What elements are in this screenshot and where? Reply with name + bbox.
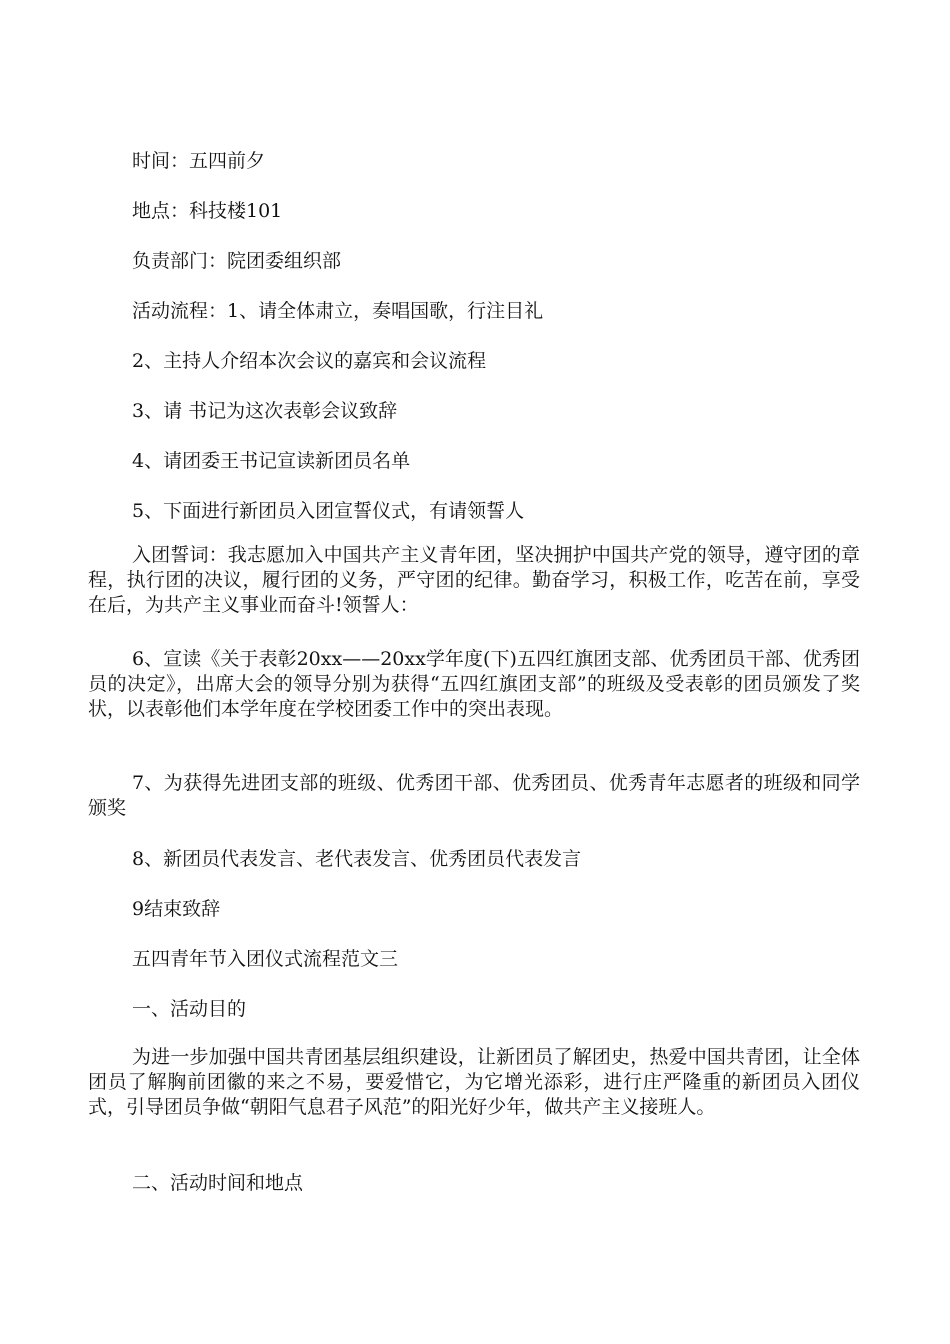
time-line: 时间：五四前夕 (132, 150, 266, 172)
item6-paragraph: 6、宣读《关于表彰20xx——20xx学年度(下)五四红旗团支部、优秀团员干部、优秀团员的决定》，出席大会的领导分别为获得“五四红旗团支部”的班级及受表彰的团员颁发了奖状，以表彰他们本学年度在学校团委工作中的突出表现。 (88, 648, 860, 720)
heading-purpose: 一、活动目的 (132, 998, 247, 1020)
process-line-1: 活动流程：1、请全体肃立，奏唱国歌，行注目礼 (132, 300, 544, 322)
item7-paragraph: 7、为获得先进团支部的班级、优秀团干部、优秀团员、优秀青年志愿者的班级和同学颁奖 (88, 772, 860, 819)
purpose-paragraph: 为进一步加强中国共青团基层组织建设，让新团员了解团史，热爱中国共青团，让全体团员了解胸前团徽的来之不易，要爱惜它，为它增光添彩，进行庄严隆重的新团员入团仪式，引导团员争做“朝阳气息君子风范”的阳光好少年，做共产主义接班人。 (88, 1046, 860, 1118)
process-line-2: 2、主持人介绍本次会议的嘉宾和会议流程 (132, 350, 487, 372)
location-line: 地点：科技楼101 (132, 200, 283, 222)
process-line-5: 5、下面进行新团员入团宣誓仪式，有请领誓人 (132, 500, 525, 522)
oath-paragraph: 入团誓词：我志愿加入中国共产主义青年团，坚决拥护中国共产党的领导，遵守团的章程，执行团的决议，履行团的义务，严守团的纪律。勤奋学习，积极工作，吃苦在前，享受在后，为共产主义事业而奋斗!领誓人： (88, 544, 860, 616)
item8-line: 8、新团员代表发言、老代表发言、优秀团员代表发言 (132, 848, 582, 870)
process-line-4: 4、请团委王书记宣读新团员名单 (132, 450, 411, 472)
section-title: 五四青年节入团仪式流程范文三 (132, 948, 399, 970)
process-line-3: 3、请 书记为这次表彰会议致辞 (132, 400, 398, 422)
item9-line: 9结束致辞 (132, 898, 221, 920)
heading-time-location: 二、活动时间和地点 (132, 1172, 304, 1194)
department-line: 负责部门：院团委组织部 (132, 250, 342, 272)
